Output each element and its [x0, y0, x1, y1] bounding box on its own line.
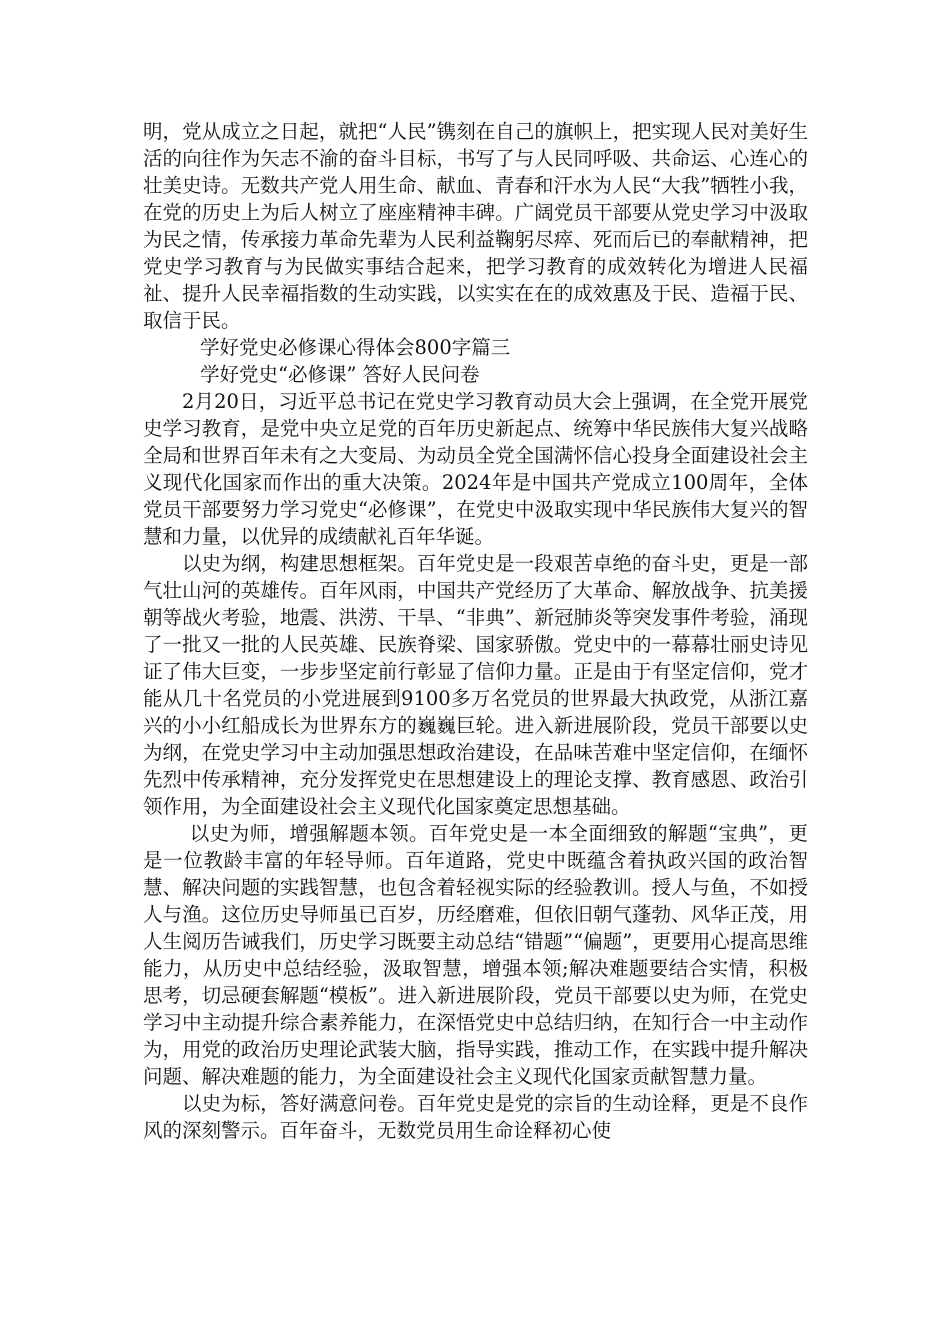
paragraph-history-as-guide: 以史为纲，构建思想框架。百年党史是一段艰苦卓绝的奋斗史，更是一部气壮山河的英雄传。百年风雨，中国共产党经历了大革命、解放战争、抗美援朝等战火考验，地震、洪涝、干旱、“非典”、新冠肺炎等突发事件考验，涌现了一批又一批的人民英雄、民族脊梁、国家骄傲。党史中的一幕幕壮丽史诗见证了伟大巨变，一步步坚定前行彰显了信仰力量。正是由于有坚定信仰，党才能从几十名党员的小党进展到9100多万名党员的世界最大执政党，从浙江嘉兴的小小红船成长为世界东方的巍巍巨轮。进入新进展阶段，党员干部要以史为纲，在党史学习中主动加强思想政治建设，在品味苦难中坚定信仰，在缅怀先烈中传承精神，充分发挥党史在思想建设上的理论支撑、教育感恩、政治引领作用，为全面建设社会主义现代化国家奠定思想基础。 [143, 552, 808, 818]
paragraph-intro: 2月20日，习近平总书记在党史学习教育动员大会上强调，在全党开展党史学习教育，是党中央立足党的百年历史新起点、统筹中华民族伟大复兴战略全局和世界百年未有之大变局、为动员全党全国满怀信心投身全面建设社会主义现代化国家而作出的重大决策。2024年是中国共产党成立100周年，全体党员干部要努力学习党史“必修课”，在党史中汲取实现中华民族伟大复兴的智慧和力量，以优异的成绩献礼百年华诞。 [143, 390, 808, 548]
article-title: 学好党史“必修课” 答好人民问卷 [200, 363, 480, 386]
section-title: 学好党史必修课心得体会800字篇三 [200, 336, 511, 359]
paragraph-history-as-standard: 以史为标，答好满意问卷。百年党史是党的宗旨的生动诠释，更是不良作风的深刻警示。百年奋斗，无数党员用生命诠释初心使 [143, 1092, 808, 1142]
paragraph-history-as-teacher: 以史为师，增强解题本领。百年党史是一本全面细致的解题“宝典”，更是一位教龄丰富的年轻导师。百年道路，党史中既蕴含着执政兴国的政治智慧、解决问题的实践智慧，也包含着轻视实际的经验教训。授人与鱼，不如授人与渔。这位历史导师虽已百岁，历经磨难，但依旧朝气蓬勃、风华正茂，用人生阅历告诫我们，历史学习既要主动总结“错题”“偏题”，更要用心提高思维能力，从历史中总结经验，汲取智慧，增强本领;解决难题要结合实情，积极思考，切忌硬套解题“模板”。进入新进展阶段，党员干部要以史为师，在党史学习中主动提升综合素养能力，在深悟党史中总结归纳，在知行合一中主动作为，用党的政治历史理论武装大脑，指导实践，推动工作，在实践中提升解决问题、解决难题的能力，为全面建设社会主义现代化国家贡献智慧力量。 [143, 822, 808, 1088]
paragraph-continuation: 明，党从成立之日起，就把“人民”镌刻在自己的旗帜上，把实现人民对美好生活的向往作为矢志不渝的奋斗目标，书写了与人民同呼吸、共命运、心连心的壮美史诗。无数共产党人用生命、献血、青春和汗水为人民“大我”牺牲小我，在党的历史上为后人树立了座座精神丰碑。广阔党员干部要从党史学习中汲取为民之情，传承接力革命先辈为人民利益鞠躬尽瘁、死而后已的奉献精神，把党史学习教育与为民做实事结合起来，把学习教育的成效转化为增进人民福祉、提升人民幸福指数的生动实践，以实实在在的成效惠及于民、造福于民、取信于民。 [143, 120, 808, 332]
document-body [143, 118, 808, 1144]
